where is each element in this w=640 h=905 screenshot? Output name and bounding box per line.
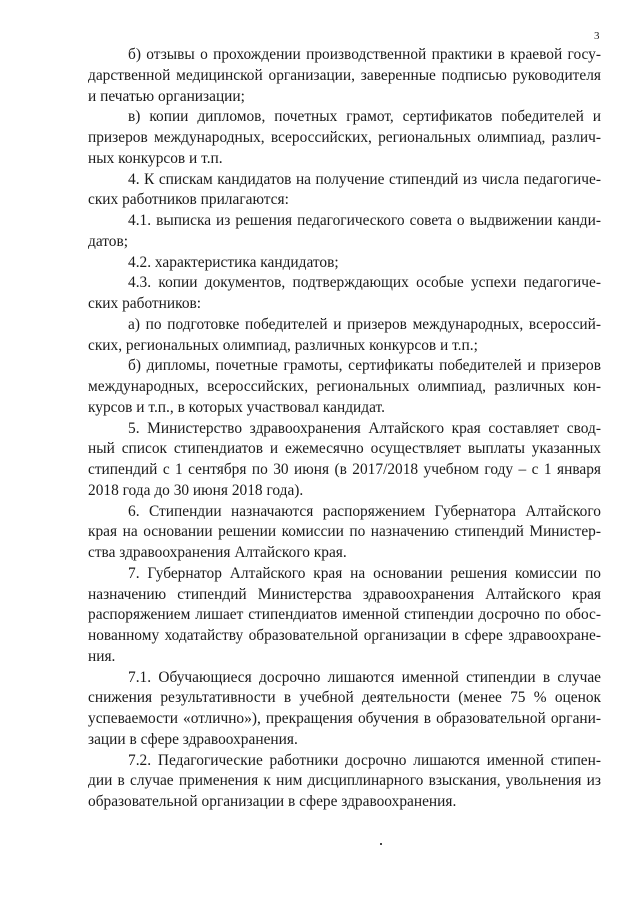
text-line: курсов и т.п., в которых участвовал кандидат. <box>88 398 385 416</box>
text-line: ства здравоохранения Алтайского края. <box>88 544 347 561</box>
document-body <box>88 45 601 813</box>
text-line: б) дипломы, почетные грамоты, сертификаты победителей и призеров <box>128 357 601 375</box>
paragraph-p-4-3-a <box>88 315 601 357</box>
text-line: распоряжением лишает стипендиатов именной стипендии досрочно по обос- <box>88 606 601 624</box>
page-number: 3 <box>594 30 600 42</box>
paragraph-p-7-2 <box>88 751 601 813</box>
text-line: нованному ходатайству образовательной организации в сфере здравоохране- <box>88 627 601 644</box>
text-line: ских работников прилагаются: <box>88 191 289 209</box>
text-line: 7.2. Педагогические работники досрочно лишаются именной стипен- <box>128 751 601 769</box>
text-line: успеваемости «отлично»), прекращения обучения в образовательной органи- <box>88 710 601 727</box>
text-line: 7.1. Обучающиеся досрочно лишаются именной стипендии в случае <box>128 668 601 686</box>
text-line: ния. <box>88 647 116 665</box>
text-line: датов; <box>88 232 129 250</box>
text-line: образовательной организации в сфере здравоохранения. <box>88 793 457 810</box>
text-line: ских работников: <box>88 295 202 312</box>
paragraph-p-4 <box>88 170 601 212</box>
paragraph-p-b-reviews <box>88 45 601 107</box>
text-line: в) копии дипломов, почетных грамот, сертификатов победителей и <box>128 108 601 126</box>
text-line: 4.2. характеристика кандидатов; <box>128 253 339 271</box>
text-line: назначению стипендий Министерства здравоохранения Алтайского края <box>88 585 601 603</box>
paragraph-p-7 <box>88 564 601 668</box>
text-line: 6. Стипендии назначаются распоряжением Губернатора Алтайского <box>128 502 601 520</box>
text-line: 5. Министерство здравоохранения Алтайского края составляет свод- <box>128 419 601 437</box>
text-line: ный список стипендиатов и ежемесячно осуществляет выплаты указанных <box>88 440 601 458</box>
text-line: 7. Губернатор Алтайского края на основании решения комиссии по <box>128 564 601 582</box>
paragraph-p-4-2 <box>88 253 601 274</box>
text-line: ных конкурсов и т.п. <box>88 149 223 167</box>
text-line: и печатью организации; <box>88 87 245 105</box>
paragraph-p-v-diplomas <box>88 107 601 169</box>
text-line: зации в сфере здравоохранения. <box>88 730 298 748</box>
text-line: б) отзывы о прохождении производственной практики в краевой госу- <box>128 46 601 63</box>
text-line: края на основании решении комиссии по назначению стипендий Министер- <box>88 523 601 541</box>
paragraph-p-7-1 <box>88 668 601 751</box>
text-line: а) по подготовке победителей и призеров международных, всероссий- <box>128 315 601 333</box>
text-line: 4.3. копии документов, подтверждающих особые успехи педагогиче- <box>128 274 601 292</box>
text-line: ских, региональных олимпиад, различных конкурсов и т.п.; <box>88 336 478 354</box>
text-line: 4. К спискам кандидатов на получение стипендий из числа педагогиче- <box>128 170 601 188</box>
paragraph-p-5 <box>88 419 601 502</box>
paragraph-p-4-1 <box>88 211 601 253</box>
paragraph-p-4-3-b <box>88 356 601 418</box>
text-line: 2018 года до 30 июня 2018 года). <box>88 481 304 499</box>
text-line: призеров международных, всероссийских, региональных олимпиад, различ- <box>88 129 601 146</box>
paragraph-p-4-3 <box>88 273 601 315</box>
text-line: дии в случае применения к ним дисциплинарного взыскания, увольнения из <box>88 772 601 790</box>
text-line: дарственной медицинской организации, заверенные подписью руководителя <box>88 66 601 84</box>
paragraph-p-6 <box>88 502 601 564</box>
text-line: международных, всероссийских, региональных олимпиад, различных кон- <box>88 378 601 395</box>
text-line: 4.1. выписка из решения педагогического совета о выдвижении канди- <box>128 212 601 229</box>
text-line: стипендий с 1 сентября по 30 июня (в 2017/2018 учебном году – с 1 января <box>88 461 601 478</box>
scan-speck <box>380 843 382 845</box>
text-line: снижения результативности в учебной деятельности (менее 75 % оценок <box>88 689 601 707</box>
